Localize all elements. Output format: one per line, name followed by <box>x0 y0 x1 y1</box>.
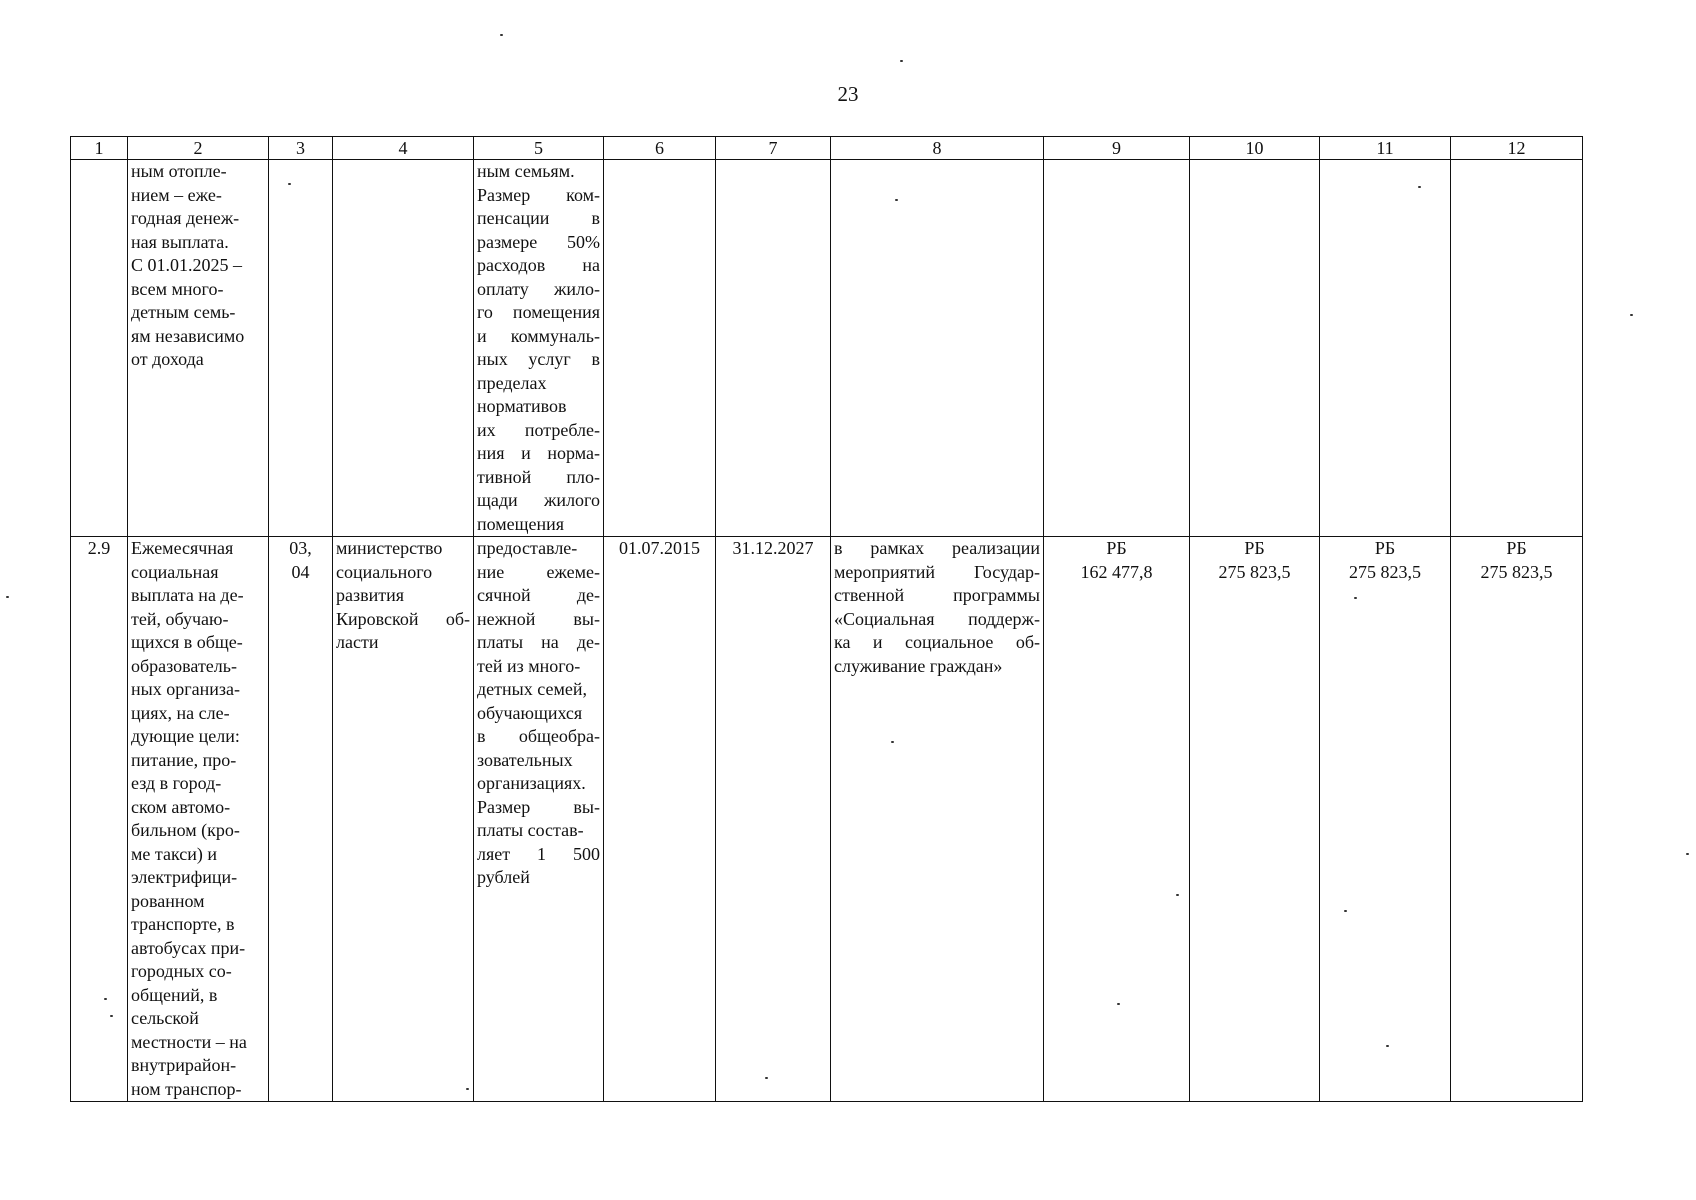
text-line: ка и социальное об- <box>834 632 1040 652</box>
end-date: 31.12.2027 <box>732 538 814 558</box>
text-line: платы на де- <box>477 632 600 652</box>
funding-source: РБ <box>1374 538 1396 558</box>
text-line: ственной программы <box>834 585 1040 605</box>
text-line: «Социальная поддерж- <box>834 608 1040 629</box>
text-line: зовательных <box>477 749 573 770</box>
text-line: пределах <box>477 372 547 393</box>
text-line: Ежемесячная <box>131 538 234 558</box>
text-line: нормативов <box>477 396 567 416</box>
cell-funding <box>1320 537 1451 1102</box>
column-header: 11 <box>1320 137 1451 160</box>
scan-speck <box>500 34 503 36</box>
text-line: Размер вы- <box>477 796 600 817</box>
cell-funding <box>1451 537 1583 1102</box>
text-line: детных семей, <box>477 679 587 699</box>
cell-basis <box>831 160 1044 537</box>
text-line: ных услуг в <box>477 349 600 369</box>
cell-start-date <box>604 537 716 1102</box>
text-line: в общеобра- <box>477 726 600 746</box>
text-line: ласти <box>336 632 379 652</box>
text-line: и коммуналь- <box>477 325 600 346</box>
scan-speck <box>1176 894 1179 896</box>
scan-speck <box>1386 1045 1389 1047</box>
text-line: нежной вы- <box>477 608 600 629</box>
text-line: Кировской об- <box>336 608 470 629</box>
text-line: служивание граждан» <box>834 655 1003 676</box>
scan-speck <box>1344 910 1347 912</box>
cell-end-date <box>716 160 831 537</box>
text-line: обучающихся <box>477 702 583 723</box>
text-line: Размер ком- <box>477 184 600 205</box>
funding-amount: 275 823,5 <box>1480 561 1553 582</box>
funding-source: РБ <box>1106 538 1127 558</box>
text-line: городных со- <box>131 961 232 981</box>
row-number: 2.9 <box>87 538 111 558</box>
text-line: ние ежеме- <box>477 561 600 582</box>
column-header: 6 <box>604 137 716 160</box>
text-line: ном транспор- <box>131 1078 242 1099</box>
text-line: оплату жило- <box>477 278 600 299</box>
column-header: 1 <box>71 137 128 160</box>
scan-speck <box>1630 314 1633 316</box>
table-row <box>71 160 1583 537</box>
text-line: предоставле- <box>477 538 578 558</box>
text-line: детным семь- <box>131 302 236 322</box>
column-header: 12 <box>1451 137 1583 160</box>
text-line: езд в город- <box>131 773 222 793</box>
text-line: местности – на <box>131 1031 247 1052</box>
text-line: питание, про- <box>131 749 237 770</box>
column-header: 2 <box>128 137 269 160</box>
cell-funding <box>1190 160 1320 537</box>
cell-description <box>474 160 604 537</box>
scan-speck <box>288 183 291 185</box>
text-line: циях, на сле- <box>131 702 230 723</box>
cell-number <box>71 160 128 537</box>
scan-speck <box>104 998 107 1000</box>
text-line: щади жилого <box>477 490 600 510</box>
cell-end-date <box>716 537 831 1102</box>
text-line: их потребле- <box>477 419 600 440</box>
text-line: внутрирайон- <box>131 1055 237 1075</box>
scan-speck <box>6 596 9 598</box>
cell-executor <box>333 160 474 537</box>
text-line: нием – еже- <box>131 184 222 205</box>
text-line: ным семьям. <box>477 161 575 181</box>
cell-description <box>474 537 604 1102</box>
scan-speck <box>900 60 903 62</box>
text-line: социального <box>336 561 433 582</box>
scan-speck <box>1686 853 1689 855</box>
cell-funding <box>1320 160 1451 537</box>
text-line: социальная <box>131 561 219 582</box>
cell-code <box>269 537 333 1102</box>
text-line: помещения <box>477 513 565 534</box>
text-line: рублей <box>477 867 530 887</box>
text-line: развития <box>336 585 405 605</box>
cell-code <box>269 160 333 537</box>
scan-speck <box>1354 597 1357 599</box>
scan-speck <box>466 1088 469 1090</box>
scan-speck <box>895 199 898 201</box>
text-line: от дохода <box>131 349 204 369</box>
text-line: автобусах при- <box>131 937 246 958</box>
column-header: 3 <box>269 137 333 160</box>
text-line: ная выплата. <box>131 231 229 252</box>
column-header: 5 <box>474 137 604 160</box>
text-line: ным отопле- <box>131 161 227 181</box>
text-line: организациях. <box>477 773 586 793</box>
funding-source: РБ <box>1244 538 1265 558</box>
program-table <box>70 136 1583 1102</box>
cell-funding <box>1451 160 1583 537</box>
text-line: го помещения <box>477 302 600 322</box>
text-line: сячной де- <box>477 585 600 605</box>
text-line: годная денеж- <box>131 208 240 228</box>
text-line: тей, обучаю- <box>131 608 229 629</box>
cell-funding <box>1044 160 1190 537</box>
text-line: 03, <box>289 538 312 558</box>
cell-number <box>71 537 128 1102</box>
text-line: транспорте, в <box>131 914 235 934</box>
cell-start-date <box>604 160 716 537</box>
text-line: всем много- <box>131 278 224 299</box>
text-line: образователь- <box>131 655 237 676</box>
column-header: 4 <box>333 137 474 160</box>
header-row <box>71 137 1583 160</box>
scan-speck <box>1117 1003 1120 1005</box>
cell-measure-name <box>128 537 269 1102</box>
column-header: 10 <box>1190 137 1320 160</box>
funding-amount: 275 823,5 <box>1218 561 1291 582</box>
page-number: 23 <box>837 82 859 106</box>
text-line: ме такси) и <box>131 843 218 864</box>
text-line: бильном (кро- <box>131 820 240 840</box>
text-line: ском автомо- <box>131 796 231 817</box>
text-line: ных организа- <box>131 679 240 699</box>
funding-amount: 162 477,8 <box>1080 561 1153 582</box>
text-line: ям независимо <box>131 325 245 346</box>
text-line: пенсации в <box>477 208 600 228</box>
text-line: расходов на <box>477 255 600 275</box>
cell-executor <box>333 537 474 1102</box>
text-line: дующие цели: <box>131 726 240 746</box>
scan-speck <box>110 1015 113 1017</box>
text-line: мероприятий Государ- <box>834 561 1040 582</box>
column-header: 8 <box>831 137 1044 160</box>
text-line: размере 50% <box>477 231 600 252</box>
text-line: 04 <box>291 561 310 582</box>
text-line: в рамках реализации <box>834 538 1040 558</box>
column-header: 7 <box>716 137 831 160</box>
cell-measure-name <box>128 160 269 537</box>
table-row <box>71 537 1583 1102</box>
funding-source: РБ <box>1506 538 1527 558</box>
text-line: министерство <box>336 538 443 558</box>
text-line: сельской <box>131 1008 199 1028</box>
text-line: ния и норма- <box>477 443 600 463</box>
text-line: тивной пло- <box>477 466 600 487</box>
text-line: платы состав- <box>477 820 584 840</box>
cell-funding <box>1190 537 1320 1102</box>
text-line: ляет 1 500 <box>477 843 600 864</box>
scan-speck <box>891 741 894 743</box>
text-line: электрифици- <box>131 867 238 887</box>
start-date: 01.07.2015 <box>619 538 700 558</box>
cell-basis <box>831 537 1044 1102</box>
scan-speck <box>1418 186 1421 188</box>
scan-speck <box>765 1077 768 1079</box>
text-line: щихся в обще- <box>131 632 243 652</box>
text-line: рованном <box>131 890 205 911</box>
text-line: тей из много- <box>477 655 581 676</box>
text-line: общений, в <box>131 984 218 1005</box>
text-line: С 01.01.2025 – <box>131 255 243 275</box>
cell-funding <box>1044 537 1190 1102</box>
funding-amount: 275 823,5 <box>1349 561 1421 582</box>
column-header: 9 <box>1044 137 1190 160</box>
text-line: выплата на де- <box>131 585 244 605</box>
